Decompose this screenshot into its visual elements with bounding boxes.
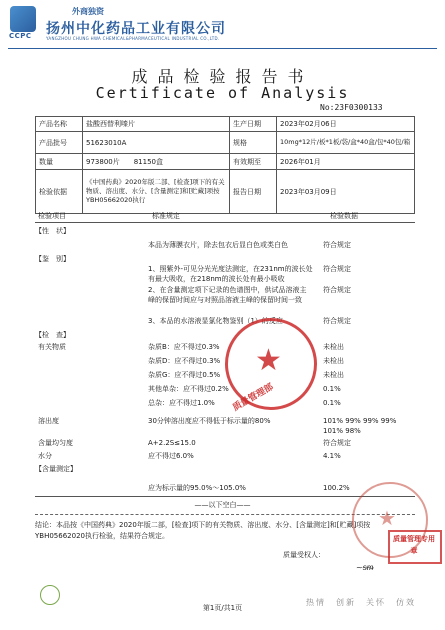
id3-standard: 3、本品的水溶液显氯化物鉴别（1）的反应 bbox=[148, 317, 283, 325]
handwritten-signature: ~ᵴᵯ bbox=[356, 563, 374, 572]
report-date: 2023年03月09日 bbox=[277, 170, 415, 214]
quantity-label: 数量 bbox=[36, 154, 83, 170]
impurity-b-result: 未检出 bbox=[323, 343, 344, 351]
impurity-d-standard: 杂质D：应不得过0.3% bbox=[148, 357, 221, 365]
expiry: 2026年01月 bbox=[277, 154, 415, 170]
col-standard: 标准规定 bbox=[152, 212, 180, 220]
impurity-d-result: 未检出 bbox=[323, 357, 344, 365]
id2-standard: 2、在含量测定项下记录的色谱图中，供试品溶液主峰的保留时间应与对照品溶液主峰的保留时间一致 bbox=[148, 286, 307, 304]
impurity-g-standard: 杂质G：应不得过0.5% bbox=[148, 371, 221, 379]
spec-label: 规格 bbox=[230, 132, 277, 154]
title-en: Certificate of Analysis bbox=[95, 84, 350, 102]
company-name-en: YANGZHOU CHUNG HWA CHEMICAL&PHARMACEUTICAL INDUSTRIAL CO.,LTD. bbox=[46, 36, 220, 41]
appearance-result: 符合规定 bbox=[323, 241, 351, 249]
production-date: 2023年02月06日 bbox=[277, 117, 415, 132]
section-assay: 【含量测定】 bbox=[35, 465, 77, 473]
dissolution-standard: 30分钟溶出度应不得低于标示量的80% bbox=[148, 417, 271, 425]
dissolution-result-2: 101% 98% bbox=[323, 427, 361, 435]
other-impurity-result: 0.1% bbox=[323, 385, 341, 393]
results-divider bbox=[35, 496, 415, 497]
section-appearance: 【性 状】 bbox=[35, 227, 70, 235]
product-name-label: 产品名称 bbox=[36, 117, 83, 132]
expiry-label: 有效期至 bbox=[230, 154, 277, 170]
qa-seal-text: 质量管理专用章 bbox=[393, 535, 435, 555]
production-date-label: 生产日期 bbox=[230, 117, 277, 132]
qa-signer-label: 质量受权人： bbox=[283, 551, 325, 559]
section-identification: 【鉴 别】 bbox=[35, 255, 70, 263]
quantity: 973800片 81150盒 bbox=[83, 154, 230, 170]
quality-stamp-text: 质量管理部 bbox=[231, 382, 276, 414]
columns-divider bbox=[35, 222, 415, 223]
product-name: 盐酸西替利嗪片 bbox=[83, 117, 230, 132]
batch-label: 产品批号 bbox=[36, 132, 83, 154]
id1-standard: 1、照紫外-可见分光光度法测定，在231nm的波长处有最大吸收，在218nm的波长处有最小吸收 bbox=[148, 265, 313, 283]
certificate-number: No:23F0300133 bbox=[320, 103, 383, 112]
basis-label: 检验依据 bbox=[36, 170, 83, 214]
company-logo bbox=[10, 6, 36, 32]
assay-result: 100.2% bbox=[323, 484, 350, 492]
section-inspection: 【检 查】 bbox=[35, 331, 70, 339]
col-item: 检验项目 bbox=[38, 212, 66, 220]
footer-emblem-icon bbox=[40, 585, 60, 605]
conclusion: 结论：本品按《中国药典》2020年版二部，[检查]项下的有关物质、溶出度、水分、[含量测定]和[贮藏]项按YBH05662020执行检验，结果符合规定。 bbox=[35, 521, 371, 540]
id2-result: 符合规定 bbox=[323, 286, 351, 294]
water-standard: 应不得过6.0% bbox=[148, 452, 194, 460]
uniformity-result: 符合规定 bbox=[323, 439, 351, 447]
company-stamp-star-icon: ★ bbox=[378, 506, 396, 530]
uniformity-label: 含量均匀度 bbox=[38, 439, 73, 447]
batch: 51623010A bbox=[83, 132, 230, 154]
water-result: 4.1% bbox=[323, 452, 341, 460]
report-date-label: 报告日期 bbox=[230, 170, 277, 214]
impurity-g-result: 未检出 bbox=[323, 371, 344, 379]
id3-result: 符合规定 bbox=[323, 317, 351, 325]
total-impurity-result: 0.1% bbox=[323, 399, 341, 407]
dissolution-result-1: 101% 99% 99% 99% bbox=[323, 417, 397, 425]
title-cn: 成品检验报告书 bbox=[131, 67, 314, 86]
col-result: 检验数据 bbox=[330, 212, 358, 220]
stamp-star-icon: ★ bbox=[255, 343, 282, 378]
footer-slogan: 热情 创新 关怀 仿效 bbox=[306, 598, 416, 607]
water-label: 水分 bbox=[38, 452, 52, 460]
basis: 《中国药典》2020年版二部、[检查]项下的有关物质、溶出度、水分、[含量测定]和[贮藏]项按YBH05662020执行 bbox=[83, 170, 230, 214]
related-substances-label: 有关物质 bbox=[38, 343, 66, 351]
company-type: 外商独资 bbox=[72, 7, 104, 16]
dissolution-label: 溶出度 bbox=[38, 417, 59, 425]
assay-standard: 应为标示量的95.0%～105.0% bbox=[148, 484, 246, 492]
appearance-standard: 本品为薄膜衣片，除去包衣后显白色或类白色 bbox=[148, 241, 288, 249]
other-impurity-standard: 其他单杂：应不得过0.2% bbox=[148, 385, 229, 393]
header-divider bbox=[8, 48, 437, 49]
info-table bbox=[35, 116, 415, 214]
logo-text: CCPC bbox=[9, 32, 32, 40]
spec: 10mg*12片/板*1板/袋/盒*40盒/包*40包/箱 bbox=[277, 132, 415, 154]
impurity-b-standard: 杂质B：应不得过0.3% bbox=[148, 343, 220, 351]
company-name: 扬州中化药品工业有限公司 bbox=[46, 21, 226, 37]
total-impurity-standard: 总杂：应不得过1.0% bbox=[148, 399, 215, 407]
id1-result: 符合规定 bbox=[323, 265, 351, 273]
blank-note: ——以下空白—— bbox=[194, 501, 251, 509]
uniformity-standard: A+2.2S≤15.0 bbox=[148, 439, 196, 447]
page-number: 第1页/共1页 bbox=[202, 604, 243, 612]
